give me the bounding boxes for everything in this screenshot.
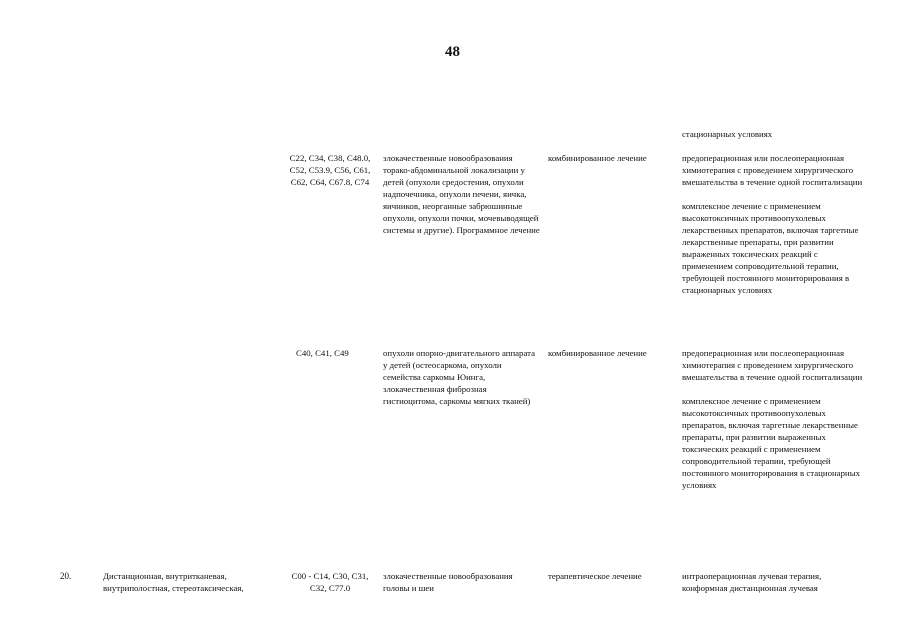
codes-cell: C40, C41, C49 — [296, 348, 349, 358]
treatment-cell — [682, 152, 867, 296]
page-number: 48 — [445, 44, 460, 60]
treatment-cell-continued — [682, 128, 867, 140]
therapy-type-cell: комбинированное лечение — [548, 348, 647, 358]
treatment-paragraph: комплексное лечение с применением высокотоксичных противоопухолевых препаратов, включая таргетные лекарственные препараты, при развитии выраженных токсических реакций с применением сопроводительной терапии, требующей постоянного мониторирования в стационарных условиях — [682, 396, 861, 490]
therapy-type-cell: комбинированное лечение — [548, 153, 647, 163]
method-name-cell: Дистанционная, внутритканевая, внутриполостная, стереотаксическая, — [103, 571, 244, 593]
treatment-paragraph: комплексное лечение с применением высокотоксичных противоопухолевых лекарственных препаратов, включая таргетные лекарственные препараты, при развитии выраженных токсических реакций с применением сопроводительной терапии, требующей постоянного мониторирования в стационарных условиях — [682, 201, 859, 295]
disease-cell: злокачественные новообразования головы и шеи — [383, 571, 513, 593]
row-number: 20. — [60, 571, 72, 581]
codes-cell: C22, C34, C38, C48.0, C52, C53.9, C56, C61, C62, C64, C67.8, C74 — [289, 153, 371, 187]
treatment-paragraph: интраоперационная лучевая терапия, конформная дистанционная лучевая — [682, 571, 822, 593]
treatment-cell — [682, 570, 867, 594]
treatment-cell — [682, 347, 867, 491]
treatment-paragraph: предоперационная или послеоперационная химиотерапия с проведением хирургического вмешательства в течение одной госпитализации — [682, 348, 863, 382]
therapy-type-cell: терапевтическое лечение — [548, 571, 642, 581]
codes-cell: C00 - C14, C30, C31, C32, C77.0 — [291, 571, 369, 593]
disease-cell: злокачественные новообразования торако-абдоминальной локализации у детей (опухоли средостения, опухоли надпочечника, опухоли печени, яичка, яичников, неорганные забрюшинные опухоли, опухоли почки, мочевыводящей системы и другие). Программное лечение — [383, 153, 540, 235]
disease-cell: опухоли опорно-двигательного аппарата у детей (остеосаркома, опухоли семейства саркомы Юинга, злокачественная фиброзная гистиоцитома, саркомы мягких тканей) — [383, 348, 535, 406]
treatment-paragraph: стационарных условиях — [682, 129, 773, 139]
treatment-paragraph: предоперационная или послеоперационная химиотерапия с проведением хирургического вмешательства в течение одной госпитализации — [682, 153, 863, 187]
